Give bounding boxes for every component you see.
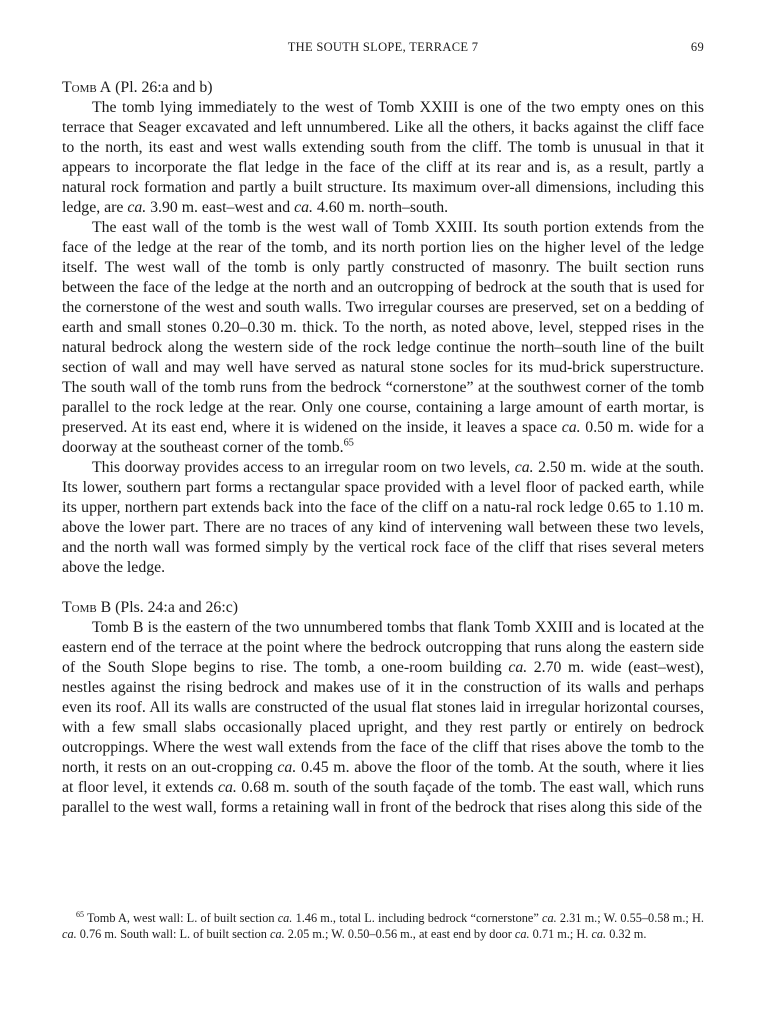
section-heading-tomb-b	[62, 598, 704, 618]
section-heading-tomb-a	[62, 78, 704, 98]
page-body	[62, 40, 704, 818]
page-number: 69	[690, 40, 704, 54]
paragraph: This doorway provides access to an irregular room on two levels, ca. 2.50 m. wide at the south. Its lower, southern part forms a rectangular space provided with a level floor of packed earth, while its upper, northern part extends back into the face of the cliff on a natu-ral rock ledge 0.65 to 1.10 m. above the lower part. There are no traces of any kind of intervening wall between these two levels, and the north wall was formed simply by the vertical rock face of the cliff that rises several meters above the ledge.	[62, 459, 704, 576]
running-title: THE SOUTH SLOPE, TERRACE 7	[287, 40, 479, 54]
paragraph: Tomb B is the eastern of the two unnumbered tombs that flank Tomb XXIII and is located at the eastern end of the terrace at the point where the bedrock outcropping that runs along the eastern side of the South Slope begins to rise. The tomb, a one-room building ca. 2.70 m. wide (east–west), nestles against the rising bedrock and makes use of it in the construction of its walls and perhaps even its roof. All its walls are constructed of the usual flat stones laid in irregular horizontal courses, with a few small slabs occasionally placed upright, and they rest partly or entirely on bedrock outcroppings. Where the west wall extends from the face of the cliff that rises above the tomb to the north, it rests on an out-cropping ca. 0.45 m. above the floor of the tomb. At the south, where it lies at floor level, it extends ca. 0.68 m. south of the south façade of the tomb. The east wall, which runs parallel to the west wall, forms a retaining wall in front of the bedrock that rises along this side of the	[62, 619, 705, 816]
footnote-65: $^{65}$ Tomb A, west wall: L. of built section ca. 1.46 m., total L. including bedrock “cornerstone” ca. 2.31 m.; W. 0.55–0.58 m.; H. ca. 0.76 m. South wall: L. of built section ca. 2.05 m.; W. 0.50–0.56 m., at east end by door ca. 0.71 m.; H. ca. 0.32 m.	[62, 909, 704, 941]
footnotes	[62, 910, 704, 942]
section-heading-plates: (Pls. 24:a and 26:c)	[111, 599, 238, 616]
section-heading-name: Tomb A	[62, 79, 112, 96]
paragraph: The east wall of the tomb is the west wall of Tomb XXIII. Its south portion extends from the face of the ledge at the rear of the tomb, and its north portion lies on the higher level of the ledge itself. The west wall of the tomb is only partly constructed of masonry. The built section runs between the face of the ledge at the north and an outcropping of bedrock at the south that is used for the cornerstone of the west and south walls. Two irregular courses are preserved, set on a bedding of earth and small stones 0.20–0.30 m. thick. To the north, as noted above, level, stepped rises in the natural bedrock along the western side of the rock ledge continue the north–south line of the built section of wall and may well have served as natural stone socles for its mud-brick superstructure. The south wall of the tomb runs from the bedrock “cornerstone” at the southwest corner of the tomb parallel to the rock ledge at the rear. Only one course, containing a large amount of earth mortar, is preserved. At its east end, where it is widened on the inside, it leaves a space ca. 0.50 m. wide for a doorway at the southeast corner of the tomb.$^{65}$	[62, 219, 704, 456]
section-heading-name: Tomb B	[62, 599, 112, 616]
section-heading-plates: (Pl. 26:a and b)	[111, 79, 213, 96]
paragraph: The tomb lying immediately to the west of Tomb XXIII is one of the two empty ones on this terrace that Seager excavated and left unnumbered. Like all the others, it backs against the cliff face to the north, its east and west walls extending south from the cliff. The tomb is unusual in that it appears to incorporate the flat ledge in the face of the cliff at its rear and is, as a result, partly a natural rock formation and partly a built structure. Its maximum over-all dimensions, including this ledge, are ca. 3.90 m. east–west and ca. 4.60 m. north–south.	[62, 99, 704, 216]
running-head	[62, 40, 704, 60]
